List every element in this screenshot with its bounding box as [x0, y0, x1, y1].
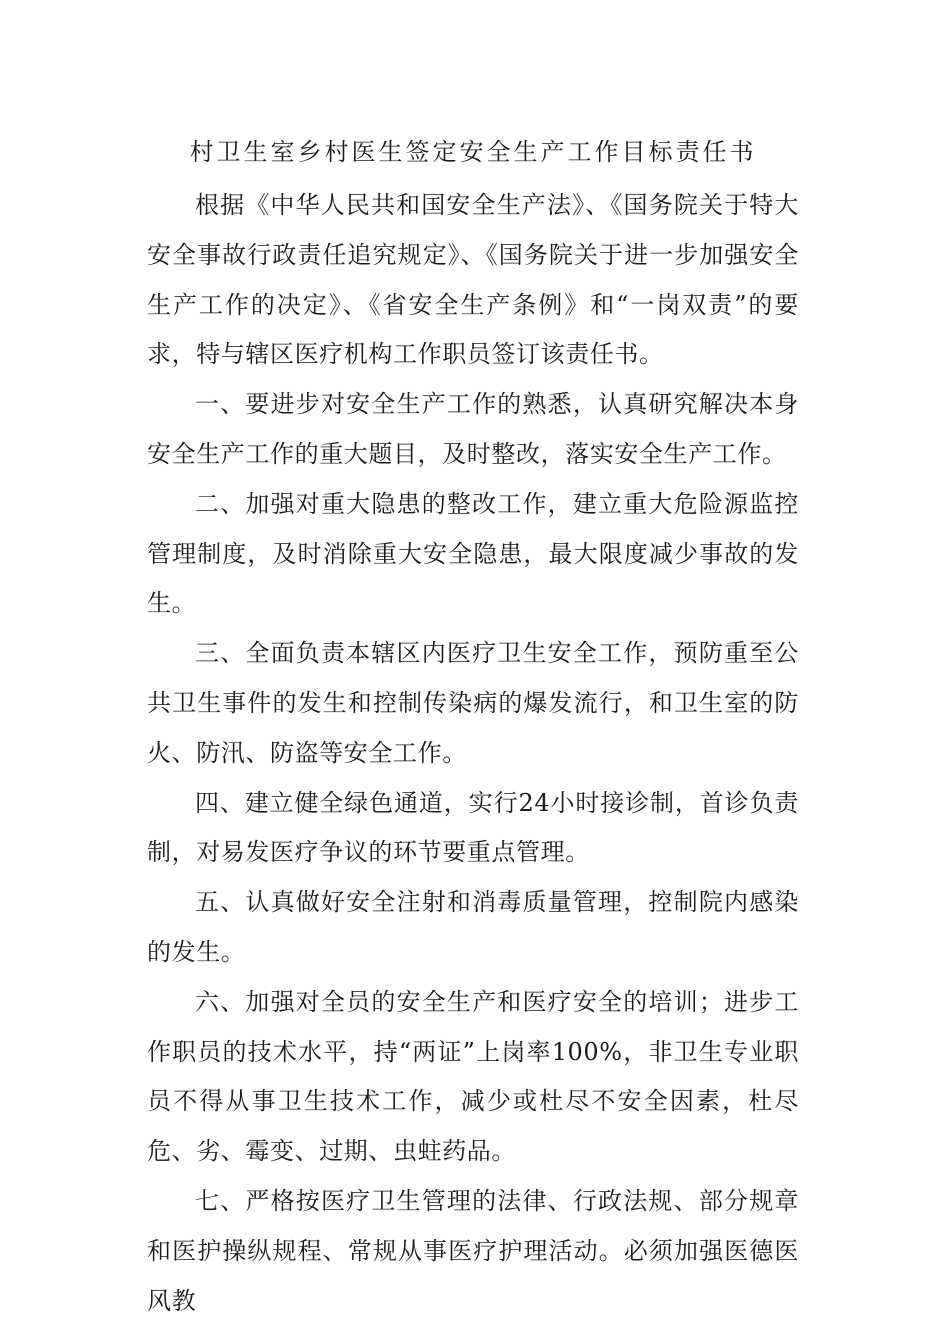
paragraph-item-6: 六、加强对全员的安全生产和医疗安全的培训；进步工作职员的技术水平，持“两证”上岗率100%，非卫生专业职员不得从事卫生技术工作，减少或杜尽不安全因素，杜尽危、劣、霉变、过期、虫蛀药品。: [147, 987, 799, 1166]
paragraph-intro: 根据《中华人民共和国安全生产法》、《国务院关于特大安全事故行政责任追究规定》、《国务院关于进一步加强安全生产工作的决定》、《省安全生产条例》和“一岗双责”的要求，特与辖区医疗机构工作职员签订该责任书。: [147, 191, 799, 369]
paragraph-item-1: 一、要进步对安全生产工作的熟悉，认真研究解决本身安全生产工作的重大题目，及时整改，落实安全生产工作。: [147, 390, 799, 468]
document-body: [147, 181, 799, 1326]
paragraph-item-3: 三、全面负责本辖区内医疗卫生安全工作，预防重至公共卫生事件的发生和控制传染病的爆发流行，和卫生室的防火、防汛、防盗等安全工作。: [147, 639, 799, 767]
document-title: 村卫生室乡村医生签定安全生产工作目标责任书: [189, 138, 757, 166]
paragraph-item-7: 七、严格按医疗卫生管理的法律、行政法规、部分规章和医护操纵规程、常规从事医疗护理活动。必须加强医德医风教: [147, 1186, 799, 1315]
paragraph-item-4: 四、建立健全绿色通道，实行24小时接诊制，首诊负责制，对易发医疗争议的环节要重点管理。: [147, 788, 799, 867]
paragraph-item-5: 五、认真做好安全注射和消毒质量管理，控制院内感染的发生。: [147, 888, 799, 966]
paragraph-item-2: 二、加强对重大隐患的整改工作，建立重大危险源监控管理制度，及时消除重大安全隐患，最大限度减少事故的发生。: [147, 489, 799, 618]
